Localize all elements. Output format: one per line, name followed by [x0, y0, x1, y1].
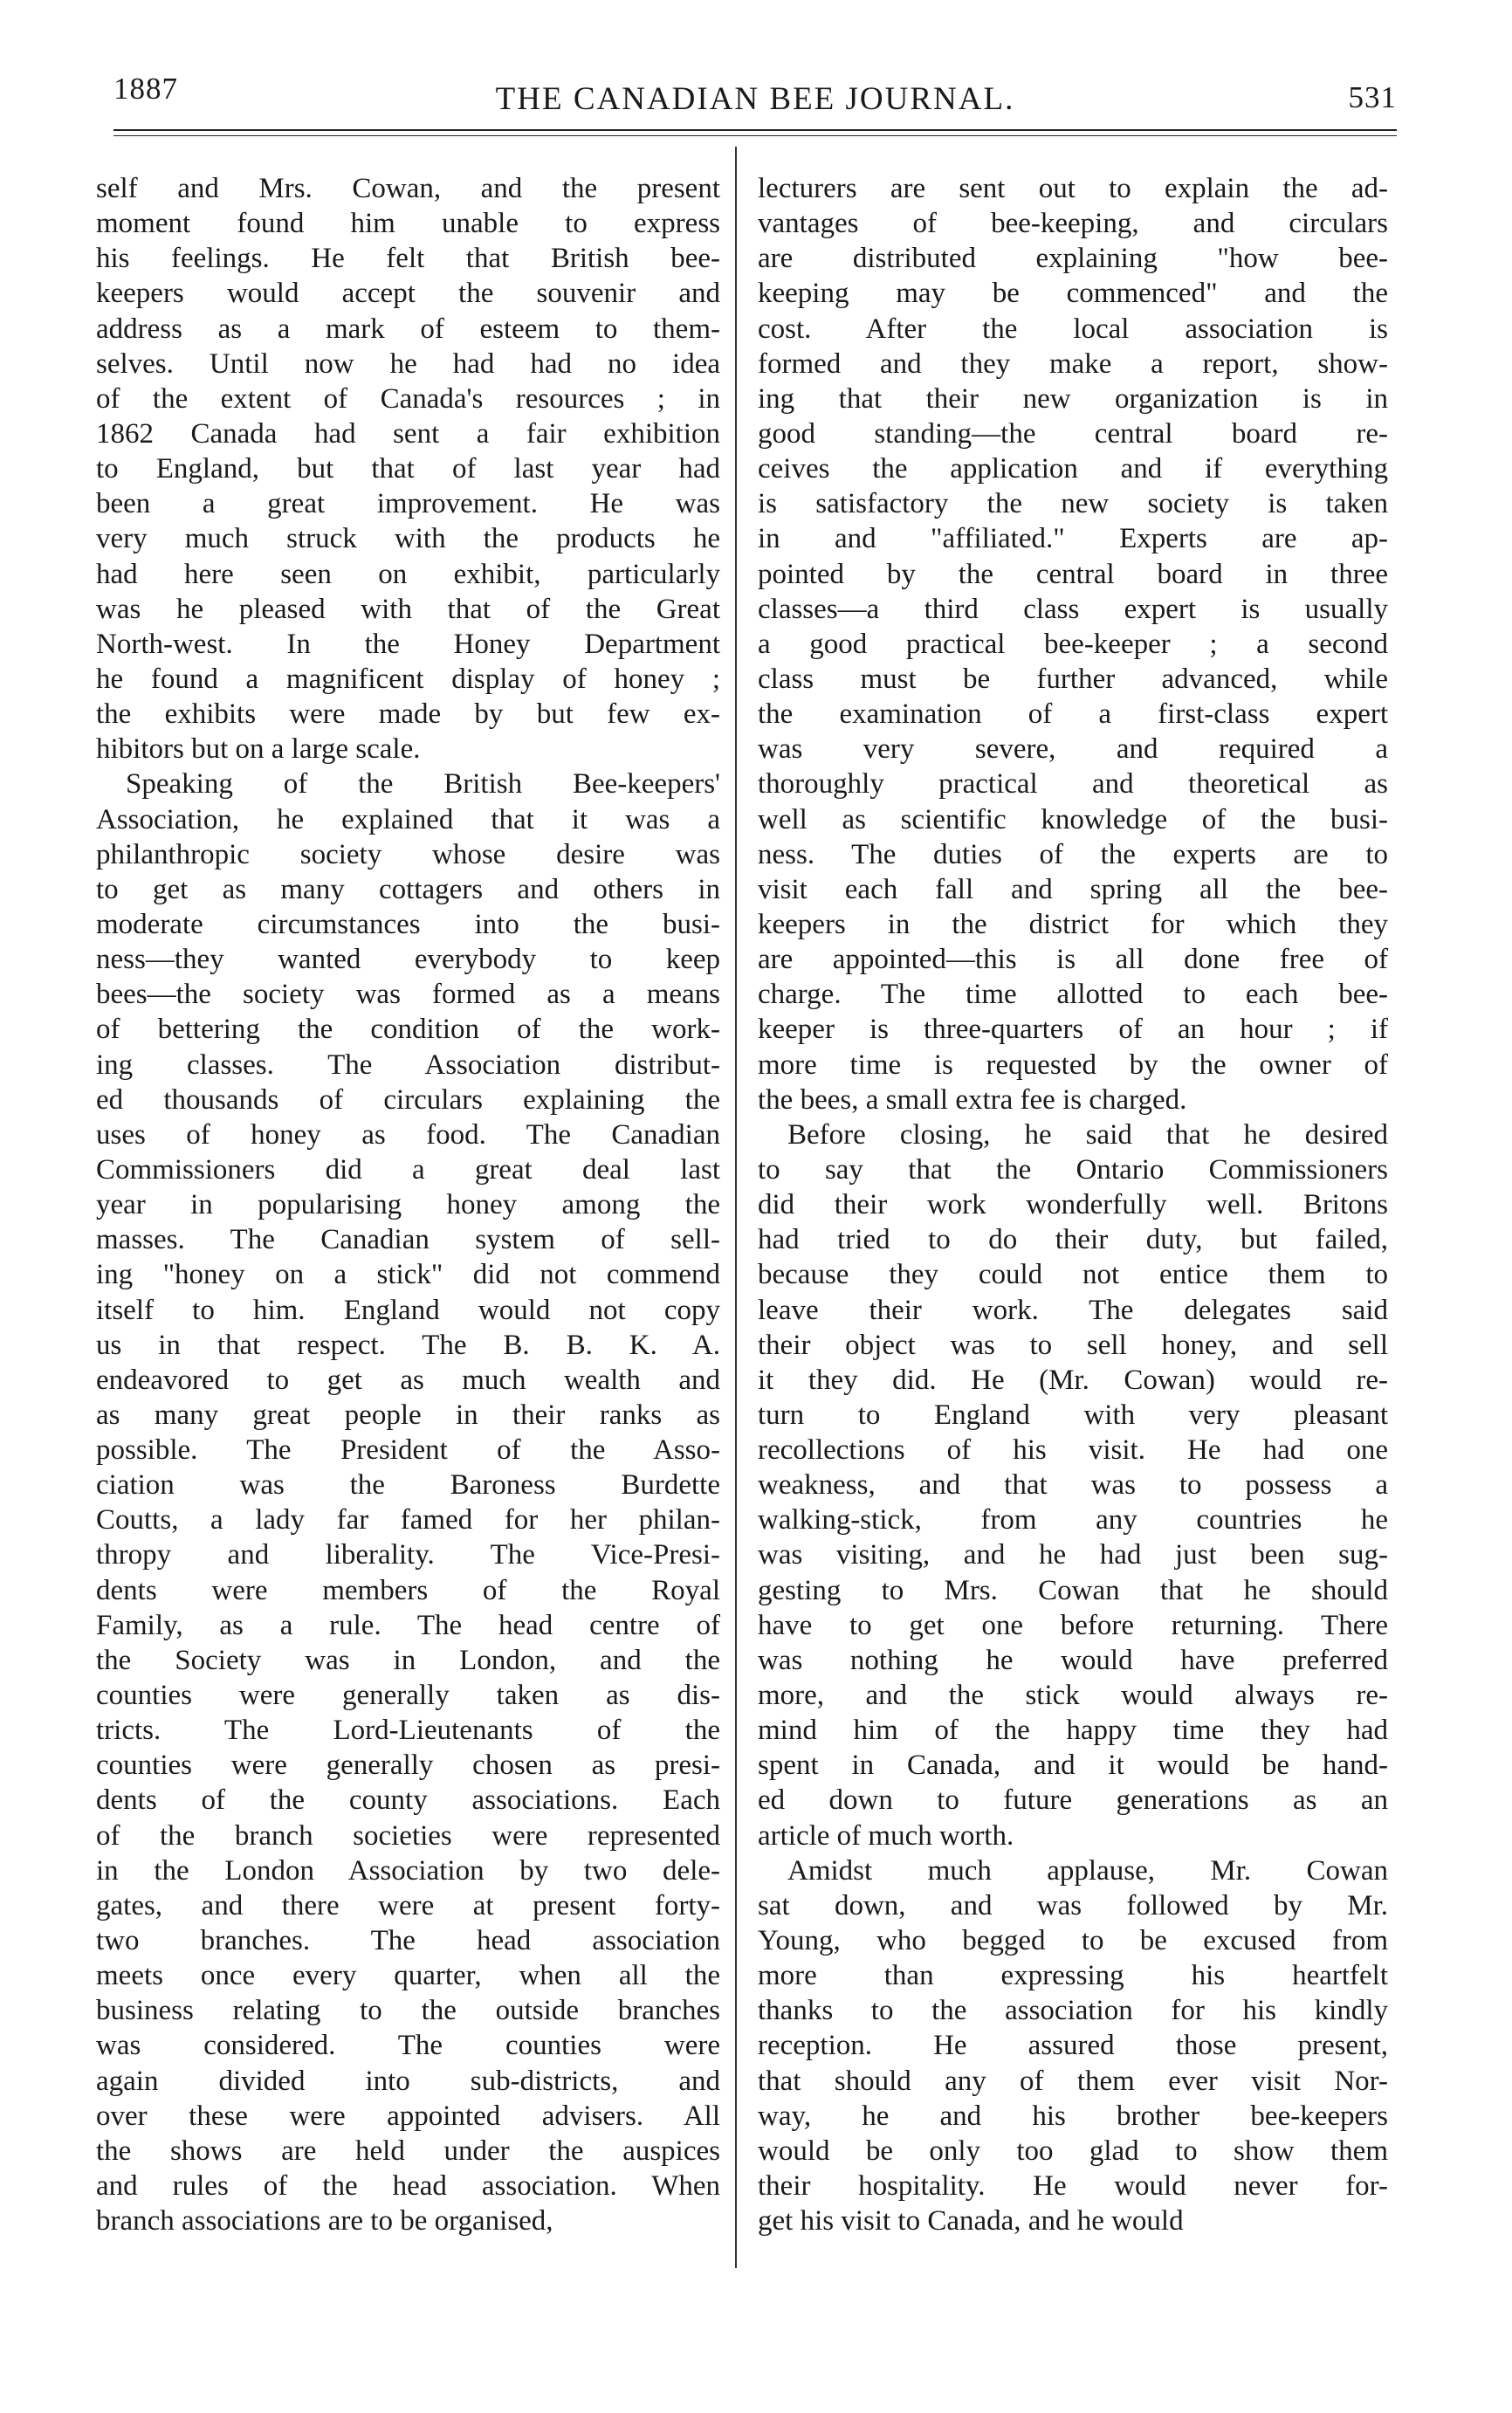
text-line: pointed by the central board in three — [758, 558, 1388, 590]
text-line: Young, who begged to be excused from — [758, 1925, 1388, 1957]
text-line: branch associations are to be organised, — [96, 2205, 553, 2238]
column-divider — [735, 147, 737, 2268]
text-line: of bettering the condition of the work- — [96, 1014, 720, 1046]
text-line: ness—they wanted everybody to keep — [96, 944, 720, 976]
text-line: moment found him unable to express — [96, 208, 720, 240]
text-line: ed down to future generations as an — [758, 1784, 1388, 1817]
text-line: classes—a third class expert is usually — [758, 593, 1388, 625]
text-line: are appointed—this is all done free of — [758, 944, 1388, 976]
text-line: ciation was the Baroness Burdette — [96, 1469, 720, 1502]
text-line: that should any of them ever visit Nor- — [758, 2065, 1388, 2097]
text-line: are distributed explaining "how bee- — [758, 243, 1388, 275]
text-line: endeavored to get as much wealth and — [96, 1364, 720, 1396]
text-line: turn to England with very pleasant — [758, 1399, 1388, 1431]
page-number: 531 — [1348, 80, 1397, 114]
text-line: article of much worth. — [758, 1819, 1014, 1852]
text-line: keepers in the district for which they — [758, 908, 1388, 940]
text-line: good standing—the central board re- — [758, 417, 1388, 450]
text-line: in the London Association by two dele- — [96, 1854, 720, 1887]
text-line: Association, he explained that it was a — [96, 803, 720, 835]
text-line: Family, as a rule. The head centre of — [96, 1609, 720, 1641]
text-line: Before closing, he said that he desired — [787, 1118, 1388, 1151]
text-line: ing that their new organization is in — [758, 382, 1388, 415]
text-line: way, he and his brother bee-keepers — [758, 2100, 1388, 2132]
text-line: again divided into sub-districts, and — [96, 2065, 720, 2097]
text-line: tricts. The Lord-Lieutenants of the — [96, 1715, 720, 1747]
text-line: formed and they make a report, show- — [758, 347, 1388, 380]
text-line: more, and the stick would always re- — [758, 1680, 1388, 1712]
text-line: Coutts, a lady far famed for her philan- — [96, 1504, 720, 1536]
text-line: it they did. He (Mr. Cowan) would re- — [758, 1364, 1388, 1396]
text-line: ing "honey on a stick" did not commend — [96, 1259, 720, 1291]
text-line: had tried to do their duty, but failed, — [758, 1224, 1388, 1256]
text-line: thropy and liberality. The Vice-Presi- — [96, 1539, 720, 1571]
text-line: ceives the application and if everything — [758, 453, 1388, 485]
text-line: sat down, and was followed by Mr. — [758, 1889, 1388, 1921]
text-line: meets once every quarter, when all the — [96, 1960, 720, 1992]
text-line: possible. The President of the Asso- — [96, 1434, 720, 1467]
text-line: the examination of a first-class expert — [758, 698, 1388, 731]
text-line: was he pleased with that of the Great — [96, 593, 720, 625]
header-rule — [113, 129, 1397, 131]
text-line: as many great people in their ranks as — [96, 1399, 720, 1431]
left-column — [96, 171, 720, 2258]
text-line: cost. After the local association is — [758, 313, 1388, 345]
text-line: of the extent of Canada's resources ; in — [96, 382, 720, 415]
text-line: have to get one before returning. There — [758, 1609, 1388, 1641]
text-line: had here seen on exhibit, particularly — [96, 558, 720, 590]
text-line: of the branch societies were represented — [96, 1819, 720, 1852]
text-line: dents of the county associations. Each — [96, 1784, 720, 1817]
text-line: counties were generally taken as dis- — [96, 1680, 720, 1712]
text-line: business relating to the outside branches — [96, 1995, 720, 2027]
text-line: masses. The Canadian system of sell- — [96, 1224, 720, 1256]
text-line: hibitors but on a large scale. — [96, 733, 421, 766]
text-line: vantages of bee-keeping, and circulars — [758, 208, 1388, 240]
text-line: bees—the society was formed as a means — [96, 979, 720, 1011]
text-line: the Society was in London, and the — [96, 1644, 720, 1676]
text-line: charge. The time allotted to each bee- — [758, 979, 1388, 1011]
text-line: ed thousands of circulars explaining the — [96, 1083, 720, 1116]
text-line: get his visit to Canada, and he would — [758, 2205, 1184, 2238]
text-line: address as a mark of esteem to them- — [96, 313, 720, 345]
text-line: keeper is three-quarters of an hour ; if — [758, 1014, 1388, 1046]
text-line: itself to him. England would not copy — [96, 1294, 720, 1326]
text-line: uses of honey as food. The Canadian — [96, 1118, 720, 1151]
text-line: mind him of the happy time they had — [758, 1715, 1388, 1747]
text-line: lecturers are sent out to explain the ad- — [758, 173, 1388, 204]
right-column — [758, 171, 1388, 2258]
text-line: more time is requested by the owner of — [758, 1048, 1388, 1081]
text-line: Commissioners did a great deal last — [96, 1153, 720, 1186]
text-line: 1862 Canada had sent a fair exhibition — [96, 417, 720, 450]
text-line: self and Mrs. Cowan, and the present — [96, 173, 720, 204]
text-line: to get as many cottagers and others in — [96, 873, 720, 905]
text-line: over these were appointed advisers. All — [96, 2100, 720, 2132]
journal-title: THE CANADIAN BEE JOURNAL. — [495, 81, 1015, 117]
text-line: was nothing he would have preferred — [758, 1644, 1388, 1676]
text-line: Speaking of the British Bee-keepers' — [126, 768, 720, 801]
text-line: keepers would accept the souvenir and — [96, 278, 720, 310]
text-line: weakness, and that was to possess a — [758, 1469, 1388, 1502]
text-line: moderate circumstances into the busi- — [96, 908, 720, 940]
text-line: philanthropic society whose desire was — [96, 838, 720, 870]
text-line: reception. He assured those present, — [758, 2030, 1388, 2062]
text-line: thoroughly practical and theoretical as — [758, 768, 1388, 801]
text-line: the exhibits were made by but few ex- — [96, 698, 720, 731]
text-line: visit each fall and spring all the bee- — [758, 873, 1388, 905]
text-line: to England, but that of last year had — [96, 453, 720, 485]
text-line: well as scientific knowledge of the busi- — [758, 803, 1388, 835]
text-line: because they could not entice them to — [758, 1259, 1388, 1291]
text-line: spent in Canada, and it would be hand- — [758, 1750, 1388, 1782]
text-line: selves. Until now he had had no idea — [96, 347, 720, 380]
text-line: two branches. The head association — [96, 1925, 720, 1957]
text-line: did their work wonderfully well. Britons — [758, 1189, 1388, 1221]
text-line: class must be further advanced, while — [758, 663, 1388, 695]
text-line: to say that the Ontario Commissioners — [758, 1153, 1388, 1186]
text-line: walking-stick, from any countries he — [758, 1504, 1388, 1536]
text-line: ness. The duties of the experts are to — [758, 838, 1388, 870]
text-line: more than expressing his heartfelt — [758, 1960, 1388, 1992]
text-line: the shows are held under the auspices — [96, 2135, 720, 2167]
text-line: very much struck with the products he — [96, 523, 720, 555]
text-line: ing classes. The Association distribut- — [96, 1048, 720, 1081]
text-line: his feelings. He felt that British bee- — [96, 243, 720, 275]
text-line: the bees, a small extra fee is charged. — [758, 1083, 1187, 1116]
text-line: dents were members of the Royal — [96, 1574, 720, 1606]
text-line: us in that respect. The B. B. K. A. — [96, 1329, 720, 1361]
text-line: their object was to sell honey, and sell — [758, 1329, 1388, 1361]
text-line: gates, and there were at present forty- — [96, 1889, 720, 1921]
text-line: recollections of his visit. He had one — [758, 1434, 1388, 1467]
text-line: gesting to Mrs. Cowan that he should — [758, 1574, 1388, 1606]
text-line: their hospitality. He would never for- — [758, 2170, 1388, 2203]
text-line: been a great improvement. He was — [96, 488, 720, 520]
text-line: year in popularising honey among the — [96, 1189, 720, 1221]
text-line: in and "affiliated." Experts are ap- — [758, 523, 1388, 555]
text-line: Amidst much applause, Mr. Cowan — [787, 1854, 1388, 1887]
text-line: he found a magnificent display of honey ; — [96, 663, 720, 695]
text-line: leave their work. The delegates said — [758, 1294, 1388, 1326]
text-line: was very severe, and required a — [758, 733, 1388, 766]
running-head — [113, 72, 1397, 133]
text-line: keeping may be commenced" and the — [758, 278, 1388, 310]
text-line: North-west. In the Honey Department — [96, 628, 720, 660]
text-line: and rules of the head association. When — [96, 2170, 720, 2203]
header-year: 1887 — [113, 72, 178, 106]
text-line: a good practical bee-keeper ; a second — [758, 628, 1388, 660]
text-line: thanks to the association for his kindly — [758, 1995, 1388, 2027]
text-line: is satisfactory the new society is taken — [758, 488, 1388, 520]
text-line: would be only too glad to show them — [758, 2135, 1388, 2167]
header-rule-thin — [113, 135, 1397, 136]
text-line: was visiting, and he had just been sug- — [758, 1539, 1388, 1571]
text-line: was considered. The counties were — [96, 2030, 720, 2062]
text-line: counties were generally chosen as presi- — [96, 1750, 720, 1782]
